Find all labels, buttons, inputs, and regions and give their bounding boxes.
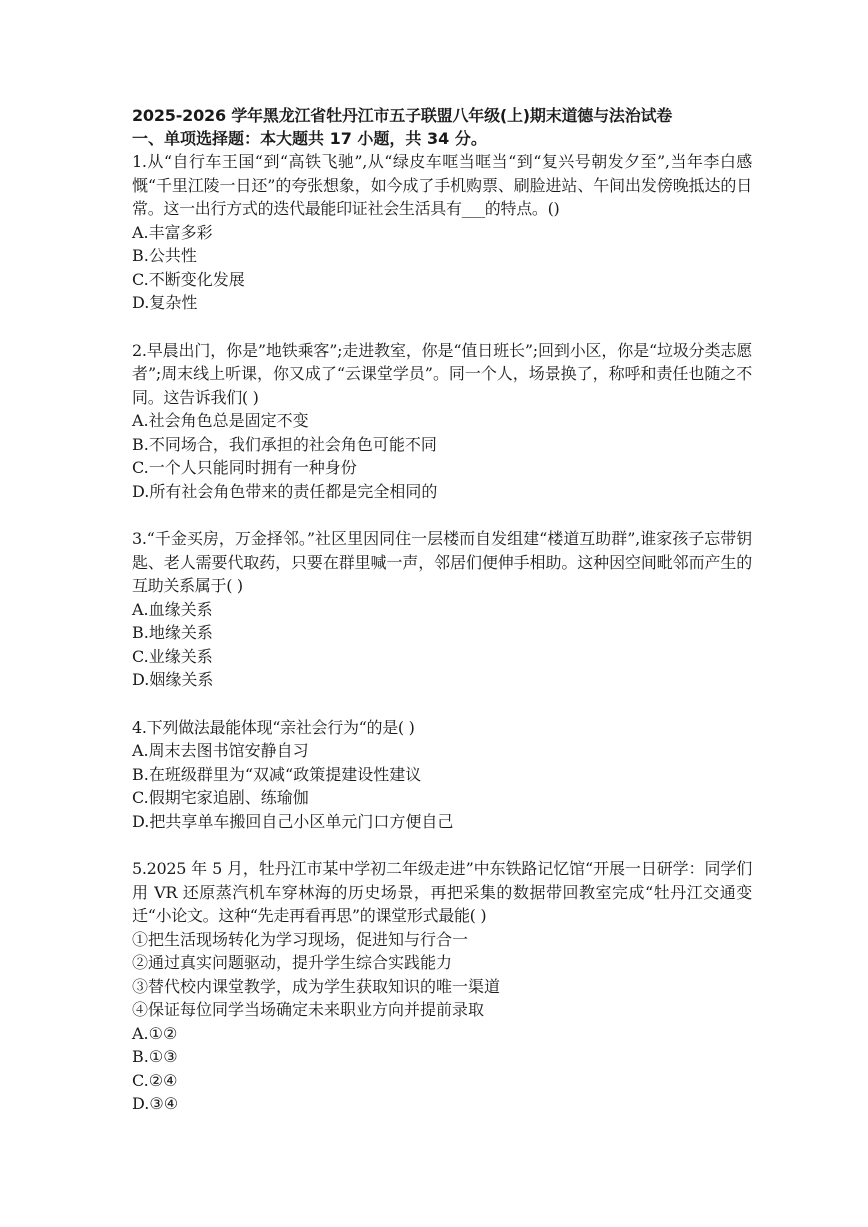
option-a[interactable]: A.丰富多彩 [132, 222, 213, 242]
statement-2: ②通过真实问题驱动，提升学生综合实践能力 [132, 953, 453, 972]
question-stem: 4.下列做法最能体现“亲社会行为“的是( ) [132, 717, 415, 737]
section-heading: 一、单项选择题：本大题共 17 小题，共 34 分。 [132, 129, 487, 148]
question-3 [132, 527, 752, 692]
exam-title: 2025-2026 学年黑龙江省牡丹江市五子联盟八年级(上)期末道德与法治试卷 [132, 106, 673, 125]
spacer [132, 833, 752, 857]
question-2 [132, 339, 752, 504]
option-c[interactable]: C.假期宅家追剧、练瑜伽 [132, 788, 309, 807]
question-1 [132, 150, 752, 315]
question-stem: 1.从“自行车王国“到“高铁飞驰”,从“绿皮车哐当哐当“到“复兴号朝发夕至”,当年李白感慨“千里江陵一日还”的夸张想象，如今成了手机购票、刷脸进站、午间出发傍晚抵达的日常。这一出行方式的迭代最能印证社会生活具有___的特点。() [132, 152, 752, 218]
option-a[interactable]: A.周末去图书馆安静自习 [132, 741, 309, 760]
option-b[interactable]: B.不同场合，我们承担的社会角色可能不同 [132, 434, 437, 454]
question-5 [132, 857, 752, 1116]
spacer [132, 315, 752, 339]
option-b[interactable]: B.公共性 [132, 246, 197, 265]
spacer [132, 692, 752, 716]
question-stem: 2.早晨出门，你是”地铁乘客”;走进教室，你是“值日班长”;回到小区，你是“垃圾分类志愿者”;周末线上听课，你又成了“云课堂学员”。同一个人，场景换了，称呼和责任也随之不同。这告诉我们( ) [132, 340, 752, 407]
question-stem: 5.2025 年 5 月，牡丹江市某中学初二年级走进”中东铁路记忆馆“开展一日研学：同学们用 VR 还原蒸汽机车穿林海的历史场景，再把采集的数据带回教室完成“牡丹江交通变迁“小论文。这种“先走再看再思”的课堂形式最能( ) [132, 859, 752, 925]
option-b[interactable]: B.①③ [132, 1047, 178, 1066]
option-c[interactable]: C.不断变化发展 [132, 269, 245, 289]
option-a[interactable]: A.①② [132, 1023, 178, 1043]
option-a[interactable]: A.血缘关系 [132, 599, 213, 619]
exam-page [132, 104, 752, 1116]
option-c[interactable]: C.业缘关系 [132, 646, 213, 666]
option-c[interactable]: C.②④ [132, 1070, 178, 1090]
statement-3: ③替代校内课堂教学，成为学生获取知识的唯一渠道 [132, 976, 501, 996]
spacer [132, 503, 752, 527]
option-d[interactable]: D.复杂性 [132, 293, 198, 312]
option-d[interactable]: D.姻缘关系 [132, 670, 214, 689]
option-a[interactable]: A.社会角色总是固定不变 [132, 411, 309, 430]
option-d[interactable]: D.把共享单车搬回自己小区单元门口方便自己 [132, 811, 454, 831]
option-c[interactable]: C.一个人只能同时拥有一种身份 [132, 458, 357, 477]
option-d[interactable]: D.所有社会角色带来的责任都是完全相同的 [132, 481, 438, 501]
option-b[interactable]: B.在班级群里为“双减“政策提建设性建议 [132, 764, 422, 784]
question-4 [132, 716, 752, 834]
statement-1: ①把生活现场转化为学习现场，促进知与行合一 [132, 929, 469, 949]
option-d[interactable]: D.③④ [132, 1094, 179, 1113]
question-stem: 3.“千金买房，万金择邻。”社区里因同住一层楼而自发组建“楼道互助群”,谁家孩子忘带钥匙、老人需要代取药，只要在群里喊一声，邻居们便伸手相助。这种因空间毗邻而产生的互助关系属于( ) [132, 529, 752, 595]
option-b[interactable]: B.地缘关系 [132, 623, 213, 642]
statement-4: ④保证每位同学当场确定未来职业方向并提前录取 [132, 1000, 485, 1019]
